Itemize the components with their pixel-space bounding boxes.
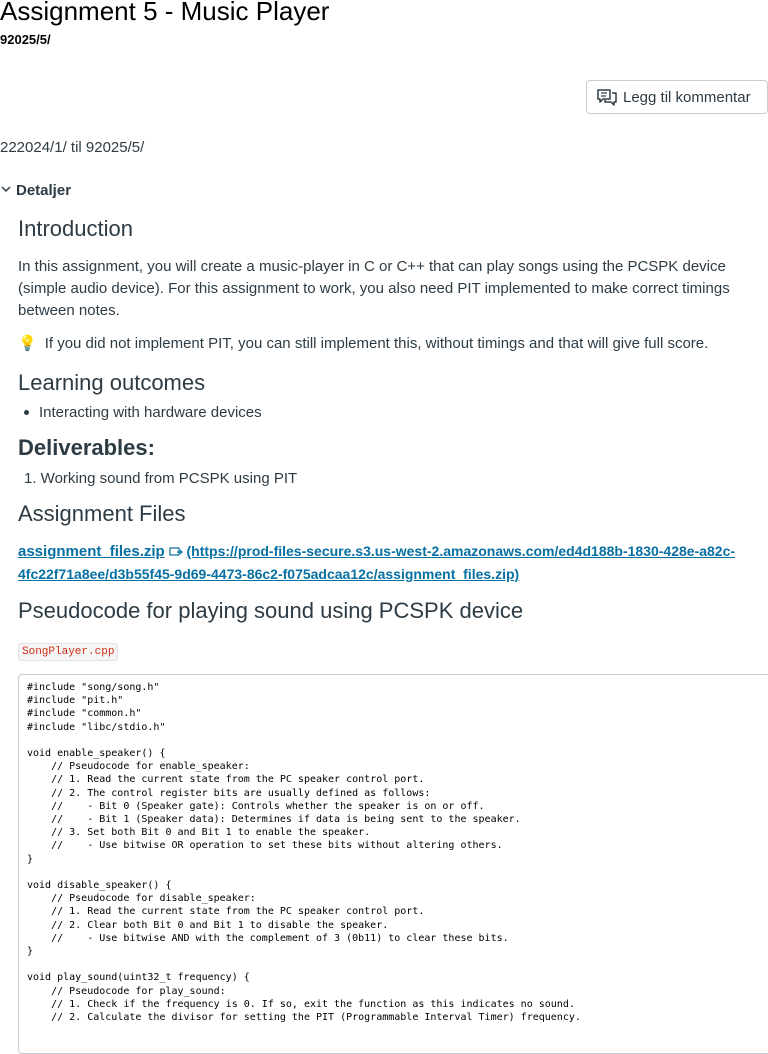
lightbulb-icon: 💡 [18, 335, 37, 352]
availability-dates: 222024/1/ til 92025/5/ [0, 139, 145, 156]
external-link-icon [169, 543, 187, 559]
intro-text: In this assignment, you will create a music-player in C or C++ that can play songs using the PCSPK device (simple audio device). For this assignment to work, you also need PIT implemented to make correct timings between notes. [18, 258, 730, 319]
page-title: Assignment 5 - Music Player [0, 0, 330, 26]
code-text: #include "song/song.h" #include "pit.h" #include "common.h" #include "libc/stdio.h" void enable_speaker() { // Pseudocode for enable_speaker: // 1. Read the current state from the PC speaker control port. // 2. The control register bits are usually defined as follows: // - Bit 0 (Speaker gate): Controls whether the speaker is on or off. // - Bit 1 (Speaker data): Determines if data is being sent to the speaker. // 3. Set both Bit 0 and Bit 1 to enable the speaker. // - Use bitwise OR operation to set these bits without altering others. } void disable_speaker() { // Pseudocode for disable_speaker: // 1. Read the current state from the PC speaker control port. // 2. Clear both Bit 0 and Bit 1 to disable the speaker. // - Use bitwise AND with the complement of 3 (0b11) to clear these bits. } void play_sound(uint32_t frequency) { // Pseudocode for play_sound: // 1. Check if the frequency is 0. If so, exit the function as this indicates no sound. // 2. Calculate the divisor for setting the PIT (Programmable Interval Timer) frequency. [27, 682, 581, 1024]
bullet-dot [24, 410, 29, 415]
details-toggle[interactable] [0, 182, 71, 199]
file-url-link[interactable]: (https://prod-files-secure.s3.us-west-2.amazonaws.com/ed4d188b-1830-428e-a82c-4fc22f71a8ee/d3b55f45-9d69-4473-86c2-f075adcaa12c/assignment_files.zip) [18, 543, 736, 582]
code-block[interactable] [18, 674, 768, 1054]
details-label: Detaljer [16, 182, 72, 199]
add-comment-label: Legg til kommentar [623, 88, 751, 106]
code-filename: SongPlayer.cpp [18, 643, 118, 661]
intro-heading: Introduction [18, 216, 133, 241]
deliverables-heading: Deliverables: [18, 435, 155, 460]
tip-note [18, 334, 708, 352]
pseudocode-heading: Pseudocode for playing sound using PCSPK device [18, 598, 524, 623]
outcome-text: Interacting with hardware devices [39, 404, 262, 421]
assignment-files-link [18, 540, 758, 585]
comment-icon [597, 88, 617, 106]
tip-text: If you did not implement PIT, you can still implement this, without timings and that will give full score. [44, 334, 709, 352]
chevron-down-icon [0, 182, 12, 199]
list-item [24, 404, 262, 421]
file-link[interactable]: assignment_files.zip [18, 543, 165, 560]
due-date: 92025/5/ [0, 32, 51, 47]
outcomes-heading: Learning outcomes [18, 370, 206, 395]
files-heading: Assignment Files [18, 501, 186, 526]
list-item: 1. Working sound from PCSPK using PIT [24, 470, 298, 487]
add-comment-button[interactable] [586, 80, 768, 114]
